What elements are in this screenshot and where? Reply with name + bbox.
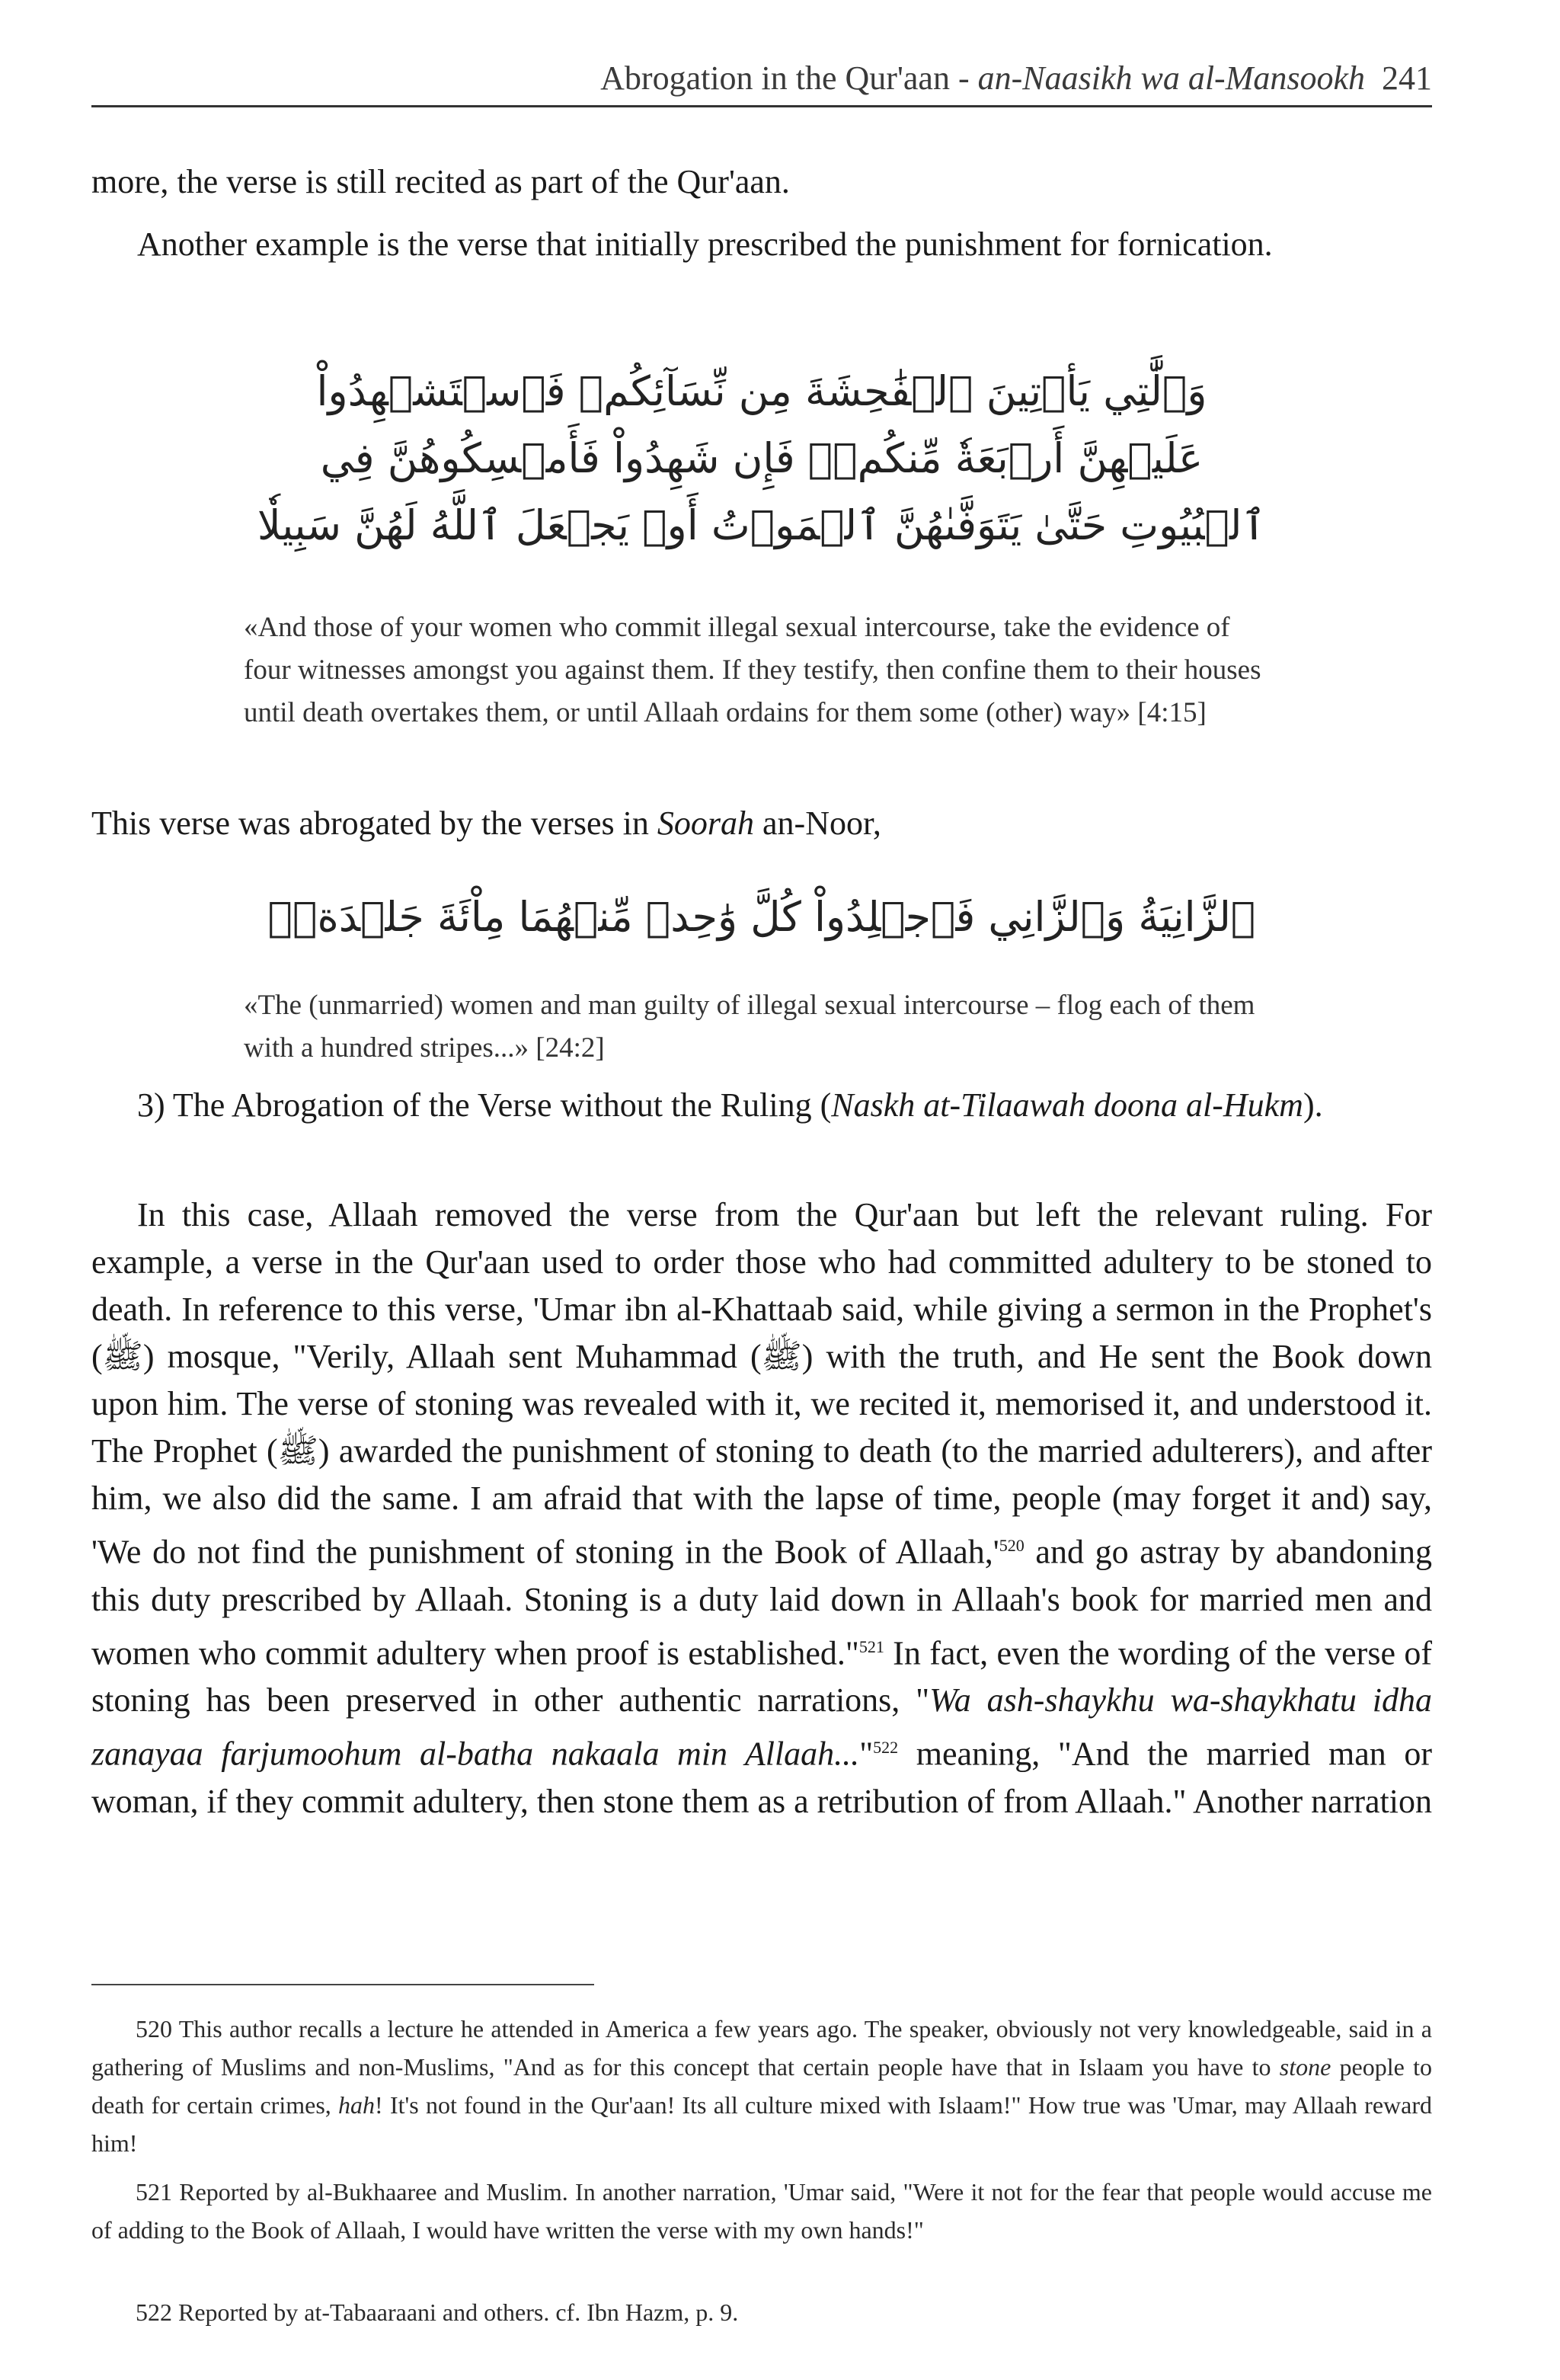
- arabic-verse-4-15: [91, 358, 1432, 559]
- arabic-line-2: عَلَيۡهِنَّ أَرۡبَعَةٗ مِّنكُمۡۖ فَإِن شَهِدُواْ فَأَمۡسِكُوهُنَّ فِي: [320, 434, 1204, 482]
- arabic-line-3: ٱلۡبُيُوتِ حَتَّىٰ يَتَوَفَّىٰهُنَّ ٱلۡمَوۡتُ أَوۡ يَجۡعَلَ ٱللَّهُ لَهُنَّ سَبِيلٗا: [257, 501, 1267, 549]
- footnote-ref-520[interactable]: 520: [999, 1536, 1025, 1555]
- section-heading-3: 3) The Abrogation of the Verse without the Ruling (Naskh at-Tilaawah doona al-Hukm).: [137, 1086, 1323, 1124]
- running-header: [91, 52, 1432, 107]
- book-page: [91, 0, 1432, 2380]
- footnote-divider: [91, 1984, 594, 1985]
- header-title-italic: an-Naasikh wa al-Mansookh: [977, 59, 1365, 97]
- arabic-line-1: وَٱلَّٰتِي يَأۡتِينَ ٱلۡفَٰحِشَةَ مِن نِّسَآئِكُمۡ فَٱسۡتَشۡهِدُواْ: [316, 367, 1207, 415]
- arabic-verse-24-2: ٱلزَّانِيَةُ وَٱلزَّانِي فَٱجۡلِدُواْ كُلَّ وَٰحِدٖ مِّنۡهُمَا مِاْئَةَ جَلۡدَةٖۖ: [267, 893, 1256, 941]
- translation-4-15: «And those of your women who commit illegal sexual intercourse, take the evidence of four witnesses amongst you against them. If they testify, then confine them to their houses until death overtakes them, or until Allaah ordains for them some (other) way» [4:15]: [244, 612, 1261, 728]
- footnote-522: 522 Reported by at-Tabaaraani and others. cf. Ibn Hazm, p. 9.: [136, 2298, 739, 2326]
- footnote-ref-521[interactable]: 521: [858, 1636, 884, 1656]
- paragraph-fornication-example: Another example is the verse that initially prescribed the punishment for fornication.: [137, 226, 1273, 263]
- translation-24-2: «The (unmarried) women and man guilty of illegal sexual intercourse – flog each of them with a hundred stripes...» [24:2]: [244, 990, 1255, 1064]
- paragraph-stoning: In this case, Allaah removed the verse from the Qur'aan but left the relevant ruling. For example, a verse in the Qur'aan used to order those who had committed adultery to be stoned to death. In reference to this verse, 'Umar ibn al-Khattaab said, while giving a sermon in the Prophet's (ﷺ) mosque, "Verily, Allaah sent Muhammad (ﷺ) with the truth, and He sent the Book down upon him. The verse of stoning was revealed with it, we recited it, memorised it, and understood it. The Prophet (ﷺ) awarded the punishment of stoning to death (to the married adulterers), and after him, we also did the same. I am afraid that with the lapse of time, people (may forget it and) say, 'We do not find the punishment of stoning in the Book of $Allaah,'^{520}$ and go astray by abandoning this duty prescribed by Allaah. Stoning is a duty laid down in Allaah's book for married men and women who commit adultery when proof is established."$^{521}$ In fact, even the wording of the verse of stoning has been preserved in other authentic narrations, "Wa ash-shaykhu wa-shaykhatu idha zanayaa farjumoohum al-batha nakaala min Allaah..."$^{522}$ meaning, "And the married man or woman, if they commit adultery, then stone them as a retribution of from Allaah." Another narration: [91, 1196, 1433, 1820]
- paragraph-continuation: more, the verse is still recited as part of the Qur'aan.: [91, 163, 790, 200]
- footnote-520: 520 This author recalls a lecture he attended in America a few years ago. The speaker, obviously not very knowledgeable, said in a gathering of Muslims and non-Muslims, "And as for this concept that certain people have that in Islaam you have to stone people to death for certain crimes, hah! It's not found in the Qur'aan! Its all culture mixed with Islaam!" How true was 'Umar, may Allaah reward him!: [91, 2015, 1433, 2157]
- footnote-ref-522[interactable]: 522: [873, 1738, 899, 1758]
- header-title: Abrogation in the Qur'aan -: [600, 59, 978, 97]
- paragraph-abrogated: This verse was abrogated by the verses in Soorah an-Noor,: [91, 805, 881, 842]
- page-number: 241: [1382, 59, 1432, 97]
- footnote-521: 521 Reported by al-Bukhaaree and Muslim. In another narration, 'Umar said, "Were it not for the fear that people would accuse me of adding to the Book of Allaah, I would have written the verse with my own hands!": [91, 2178, 1432, 2244]
